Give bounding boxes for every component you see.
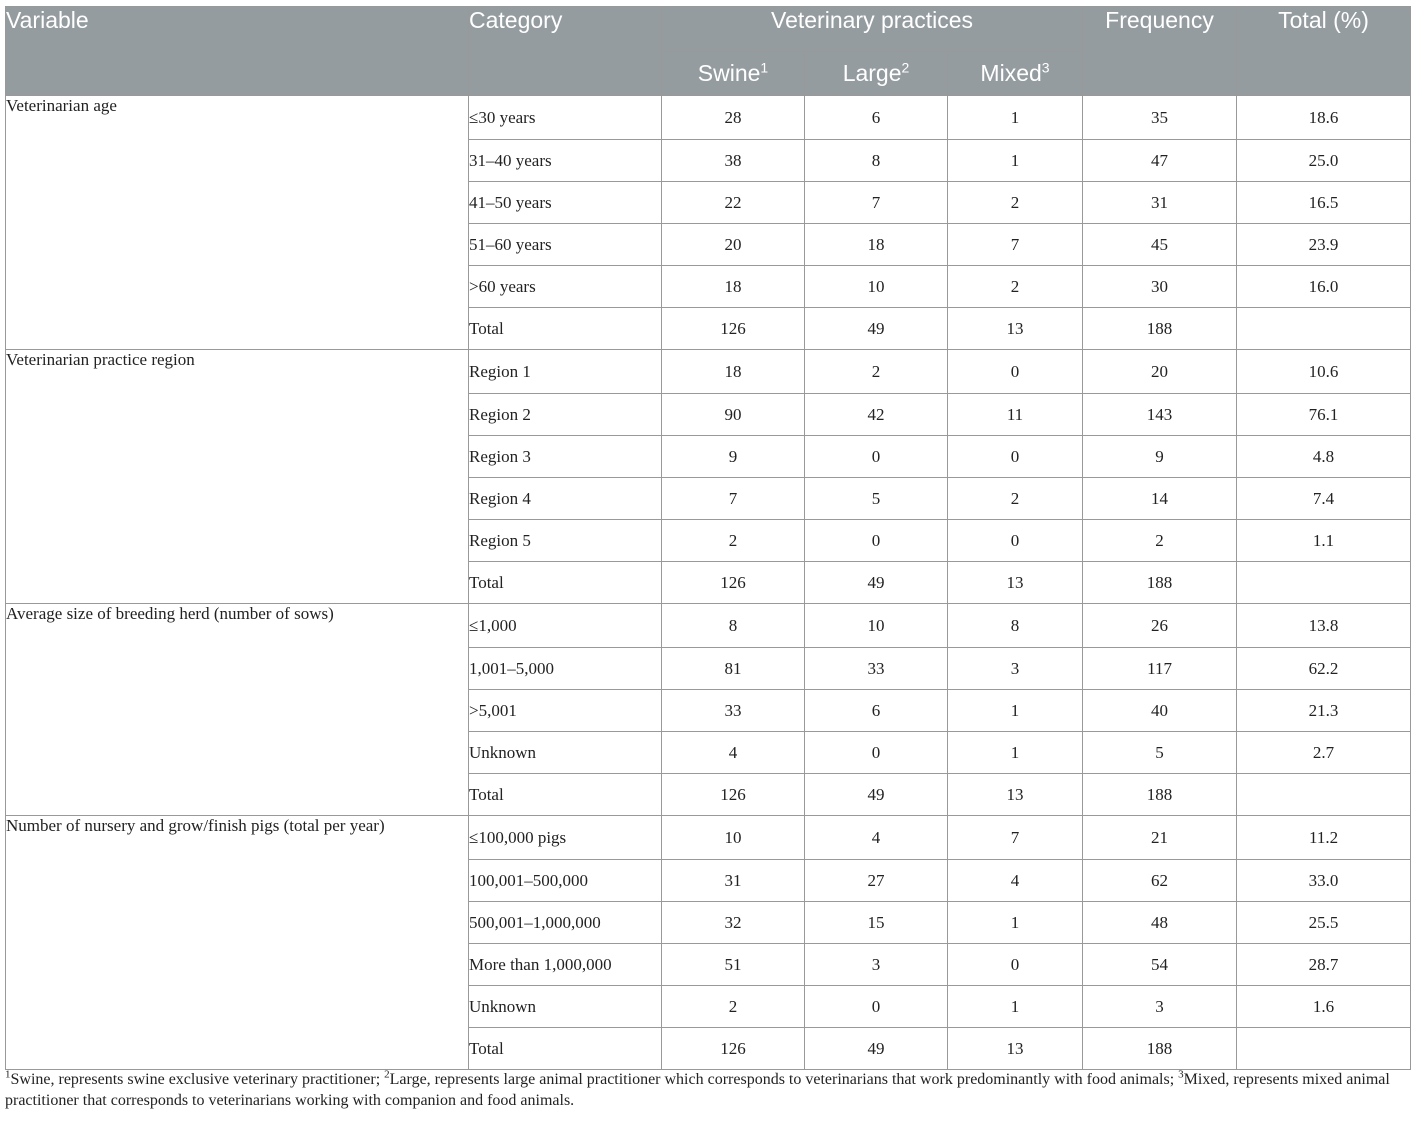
large-cell: 42 xyxy=(805,394,948,436)
frequency-cell: 48 xyxy=(1083,902,1237,944)
category-cell: More than 1,000,000 xyxy=(469,944,662,986)
category-cell: Region 2 xyxy=(469,394,662,436)
header-swine-sup: 1 xyxy=(760,59,769,76)
swine-cell: 2 xyxy=(662,986,805,1028)
mixed-cell: 2 xyxy=(948,266,1083,308)
header-mixed-sup: 3 xyxy=(1041,59,1050,76)
frequency-cell: 40 xyxy=(1083,690,1237,732)
frequency-cell: 188 xyxy=(1083,308,1237,350)
total-percent-cell: 2.7 xyxy=(1237,732,1411,774)
category-cell: Region 1 xyxy=(469,350,662,394)
total-percent-cell: 16.5 xyxy=(1237,182,1411,224)
category-cell: Total xyxy=(469,562,662,604)
frequency-cell: 3 xyxy=(1083,986,1237,1028)
swine-cell: 18 xyxy=(662,350,805,394)
frequency-cell: 188 xyxy=(1083,1028,1237,1070)
swine-cell: 8 xyxy=(662,604,805,648)
header-variable: Variable xyxy=(6,7,469,96)
large-cell: 49 xyxy=(805,308,948,350)
mixed-cell: 13 xyxy=(948,562,1083,604)
swine-cell: 10 xyxy=(662,816,805,860)
swine-cell: 81 xyxy=(662,648,805,690)
header-large xyxy=(805,52,948,96)
large-cell: 49 xyxy=(805,1028,948,1070)
swine-cell: 126 xyxy=(662,562,805,604)
large-cell: 3 xyxy=(805,944,948,986)
mixed-cell: 2 xyxy=(948,478,1083,520)
mixed-cell: 0 xyxy=(948,520,1083,562)
swine-cell: 7 xyxy=(662,478,805,520)
large-cell: 2 xyxy=(805,350,948,394)
frequency-cell: 62 xyxy=(1083,860,1237,902)
frequency-cell: 30 xyxy=(1083,266,1237,308)
category-cell: 31–40 years xyxy=(469,140,662,182)
mixed-cell: 1 xyxy=(948,690,1083,732)
large-cell: 0 xyxy=(805,436,948,478)
total-percent-cell: 25.5 xyxy=(1237,902,1411,944)
category-cell: Total xyxy=(469,1028,662,1070)
total-percent-cell xyxy=(1237,308,1411,350)
variable-cell: Number of nursery and grow/finish pigs (total per year) xyxy=(6,816,469,1070)
header-frequency: Frequency xyxy=(1083,7,1237,96)
large-cell: 49 xyxy=(805,562,948,604)
large-cell: 6 xyxy=(805,690,948,732)
swine-cell: 9 xyxy=(662,436,805,478)
category-cell: ≤30 years xyxy=(469,96,662,140)
variable-cell: Veterinarian age xyxy=(6,96,469,350)
large-cell: 0 xyxy=(805,520,948,562)
category-cell: 51–60 years xyxy=(469,224,662,266)
total-percent-cell xyxy=(1237,1028,1411,1070)
header-total-percent: Total (%) xyxy=(1237,7,1411,96)
swine-cell: 2 xyxy=(662,520,805,562)
frequency-cell: 9 xyxy=(1083,436,1237,478)
variable-cell: Average size of breeding herd (number of sows) xyxy=(6,604,469,816)
large-cell: 27 xyxy=(805,860,948,902)
category-cell: 41–50 years xyxy=(469,182,662,224)
frequency-cell: 20 xyxy=(1083,350,1237,394)
total-percent-cell: 1.6 xyxy=(1237,986,1411,1028)
swine-cell: 126 xyxy=(662,308,805,350)
frequency-cell: 54 xyxy=(1083,944,1237,986)
swine-cell: 126 xyxy=(662,774,805,816)
table-row xyxy=(6,816,1411,860)
swine-cell: 4 xyxy=(662,732,805,774)
footnote-text-3: Mixed, represents mixed animal practitioner that corresponds to veterinarians working with companion and food animals. xyxy=(5,1071,1390,1109)
mixed-cell: 3 xyxy=(948,648,1083,690)
mixed-cell: 1 xyxy=(948,986,1083,1028)
category-cell: ≤1,000 xyxy=(469,604,662,648)
large-cell: 15 xyxy=(805,902,948,944)
footnote-sup-2: 2 xyxy=(384,1068,390,1081)
swine-cell: 20 xyxy=(662,224,805,266)
swine-cell: 31 xyxy=(662,860,805,902)
category-cell: >60 years xyxy=(469,266,662,308)
swine-cell: 90 xyxy=(662,394,805,436)
category-cell: Region 4 xyxy=(469,478,662,520)
header-veterinary-practices: Veterinary practices xyxy=(662,7,1083,52)
large-cell: 8 xyxy=(805,140,948,182)
total-percent-cell: 10.6 xyxy=(1237,350,1411,394)
total-percent-cell: 62.2 xyxy=(1237,648,1411,690)
mixed-cell: 7 xyxy=(948,224,1083,266)
total-percent-cell: 28.7 xyxy=(1237,944,1411,986)
footnote-text-2: Large, represents large animal practitioner which corresponds to veterinarians that work predominantly with food animals; xyxy=(389,1071,1179,1088)
header-mixed xyxy=(948,52,1083,96)
total-percent-cell: 16.0 xyxy=(1237,266,1411,308)
category-cell: Total xyxy=(469,774,662,816)
total-percent-cell: 33.0 xyxy=(1237,860,1411,902)
total-percent-cell: 76.1 xyxy=(1237,394,1411,436)
footnote-text-1: Swine, represents swine exclusive veterinary practitioner; xyxy=(10,1071,385,1088)
total-percent-cell: 23.9 xyxy=(1237,224,1411,266)
total-percent-cell: 21.3 xyxy=(1237,690,1411,732)
header-category: Category xyxy=(469,7,662,96)
data-table xyxy=(5,6,1411,1070)
frequency-cell: 143 xyxy=(1083,394,1237,436)
total-percent-cell xyxy=(1237,562,1411,604)
mixed-cell: 0 xyxy=(948,436,1083,478)
category-cell: Unknown xyxy=(469,732,662,774)
swine-cell: 28 xyxy=(662,96,805,140)
large-cell: 33 xyxy=(805,648,948,690)
frequency-cell: 117 xyxy=(1083,648,1237,690)
mixed-cell: 11 xyxy=(948,394,1083,436)
swine-cell: 22 xyxy=(662,182,805,224)
variable-cell: Veterinarian practice region xyxy=(6,350,469,604)
frequency-cell: 45 xyxy=(1083,224,1237,266)
mixed-cell: 0 xyxy=(948,350,1083,394)
total-percent-cell: 11.2 xyxy=(1237,816,1411,860)
swine-cell: 18 xyxy=(662,266,805,308)
mixed-cell: 1 xyxy=(948,732,1083,774)
frequency-cell: 5 xyxy=(1083,732,1237,774)
frequency-cell: 21 xyxy=(1083,816,1237,860)
total-percent-cell: 25.0 xyxy=(1237,140,1411,182)
mixed-cell: 8 xyxy=(948,604,1083,648)
mixed-cell: 0 xyxy=(948,944,1083,986)
total-percent-cell: 13.8 xyxy=(1237,604,1411,648)
table-row xyxy=(6,96,1411,140)
total-percent-cell: 7.4 xyxy=(1237,478,1411,520)
table-body xyxy=(6,96,1411,1070)
frequency-cell: 31 xyxy=(1083,182,1237,224)
total-percent-cell: 4.8 xyxy=(1237,436,1411,478)
frequency-cell: 35 xyxy=(1083,96,1237,140)
large-cell: 49 xyxy=(805,774,948,816)
frequency-cell: 188 xyxy=(1083,774,1237,816)
swine-cell: 33 xyxy=(662,690,805,732)
large-cell: 4 xyxy=(805,816,948,860)
header-swine-label: Swine xyxy=(697,60,761,86)
footnote-sup-3: 3 xyxy=(1178,1068,1184,1081)
frequency-cell: 26 xyxy=(1083,604,1237,648)
large-cell: 5 xyxy=(805,478,948,520)
mixed-cell: 1 xyxy=(948,96,1083,140)
frequency-cell: 47 xyxy=(1083,140,1237,182)
mixed-cell: 7 xyxy=(948,816,1083,860)
mixed-cell: 1 xyxy=(948,140,1083,182)
mixed-cell: 1 xyxy=(948,902,1083,944)
swine-cell: 51 xyxy=(662,944,805,986)
mixed-cell: 13 xyxy=(948,774,1083,816)
mixed-cell: 4 xyxy=(948,860,1083,902)
large-cell: 10 xyxy=(805,604,948,648)
header-mixed-label: Mixed xyxy=(980,60,1042,86)
table-footnote xyxy=(5,1069,1410,1111)
category-cell: 1,001–5,000 xyxy=(469,648,662,690)
large-cell: 0 xyxy=(805,986,948,1028)
table-header xyxy=(6,7,1411,96)
category-cell: ≤100,000 pigs xyxy=(469,816,662,860)
large-cell: 10 xyxy=(805,266,948,308)
header-large-label: Large xyxy=(842,60,902,86)
large-cell: 6 xyxy=(805,96,948,140)
category-cell: Region 3 xyxy=(469,436,662,478)
category-cell: Region 5 xyxy=(469,520,662,562)
swine-cell: 38 xyxy=(662,140,805,182)
mixed-cell: 2 xyxy=(948,182,1083,224)
total-percent-cell: 1.1 xyxy=(1237,520,1411,562)
mixed-cell: 13 xyxy=(948,1028,1083,1070)
footnote-sup-1: 1 xyxy=(5,1068,11,1081)
category-cell: 100,001–500,000 xyxy=(469,860,662,902)
category-cell: Unknown xyxy=(469,986,662,1028)
large-cell: 7 xyxy=(805,182,948,224)
category-cell: 500,001–1,000,000 xyxy=(469,902,662,944)
large-cell: 18 xyxy=(805,224,948,266)
header-swine xyxy=(662,52,805,96)
swine-cell: 32 xyxy=(662,902,805,944)
frequency-cell: 2 xyxy=(1083,520,1237,562)
swine-cell: 126 xyxy=(662,1028,805,1070)
frequency-cell: 188 xyxy=(1083,562,1237,604)
category-cell: >5,001 xyxy=(469,690,662,732)
mixed-cell: 13 xyxy=(948,308,1083,350)
total-percent-cell: 18.6 xyxy=(1237,96,1411,140)
header-large-sup: 2 xyxy=(901,59,910,76)
table-row xyxy=(6,350,1411,394)
table-row xyxy=(6,604,1411,648)
total-percent-cell xyxy=(1237,774,1411,816)
category-cell: Total xyxy=(469,308,662,350)
large-cell: 0 xyxy=(805,732,948,774)
frequency-cell: 14 xyxy=(1083,478,1237,520)
